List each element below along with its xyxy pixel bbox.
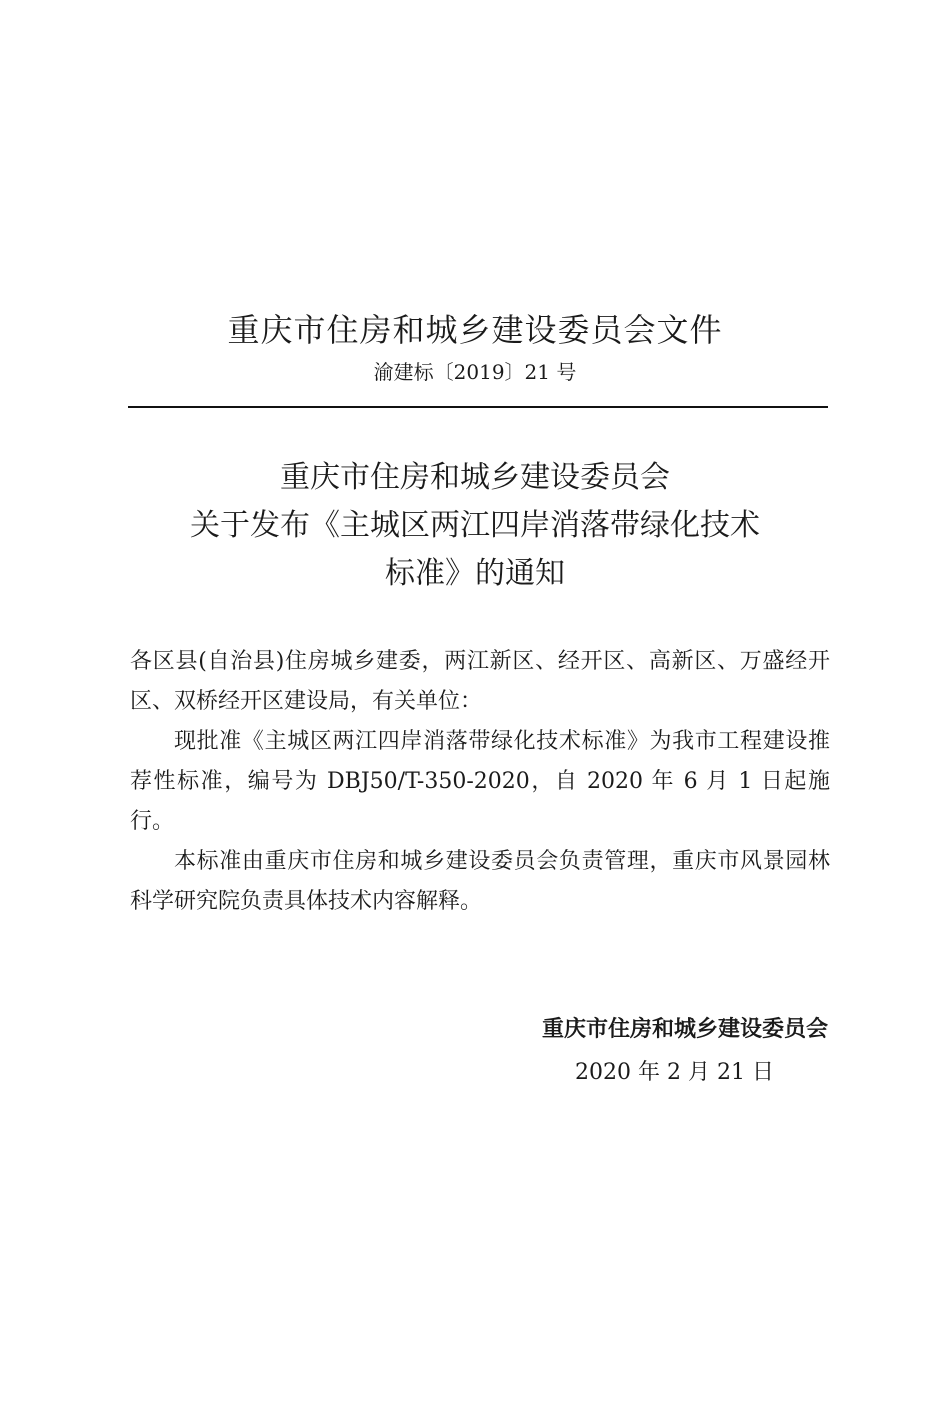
- title-line-2: 关于发布《主城区两江四岸消落带绿化技术: [190, 508, 760, 543]
- document-header-org: 重庆市住房和城乡建设委员会文件: [227, 311, 723, 349]
- signature-date: 2020 年 2 月 21 日: [575, 1060, 774, 1085]
- title-line-3: 标准》的通知: [385, 556, 565, 591]
- header-divider: [128, 406, 828, 408]
- body-paragraph-2: 本标准由重庆市住房和城乡建设委员会负责管理，重庆市风景园林科学研究院负责具体技术内容解释。: [130, 849, 830, 914]
- notice-body: [130, 642, 830, 922]
- body-paragraph-1: 现批准《主城区两江四岸消落带绿化技术标准》为我市工程建设推荐性标准，编号为 DBJ50/T-350-2020，自 2020 年 6 月 1 日起施行。: [130, 729, 830, 834]
- signature-org: 重庆市住房和城乡建设委员会: [541, 1016, 828, 1042]
- addressee: 各区县(自治县)住房城乡建委，两江新区、经开区、高新区、万盛经开区、双桥经开区建设局，有关单位：: [130, 649, 830, 714]
- notice-title: [0, 454, 950, 598]
- title-line-1: 重庆市住房和城乡建设委员会: [280, 460, 670, 495]
- document-number: 渝建标〔2019〕21 号: [373, 360, 577, 384]
